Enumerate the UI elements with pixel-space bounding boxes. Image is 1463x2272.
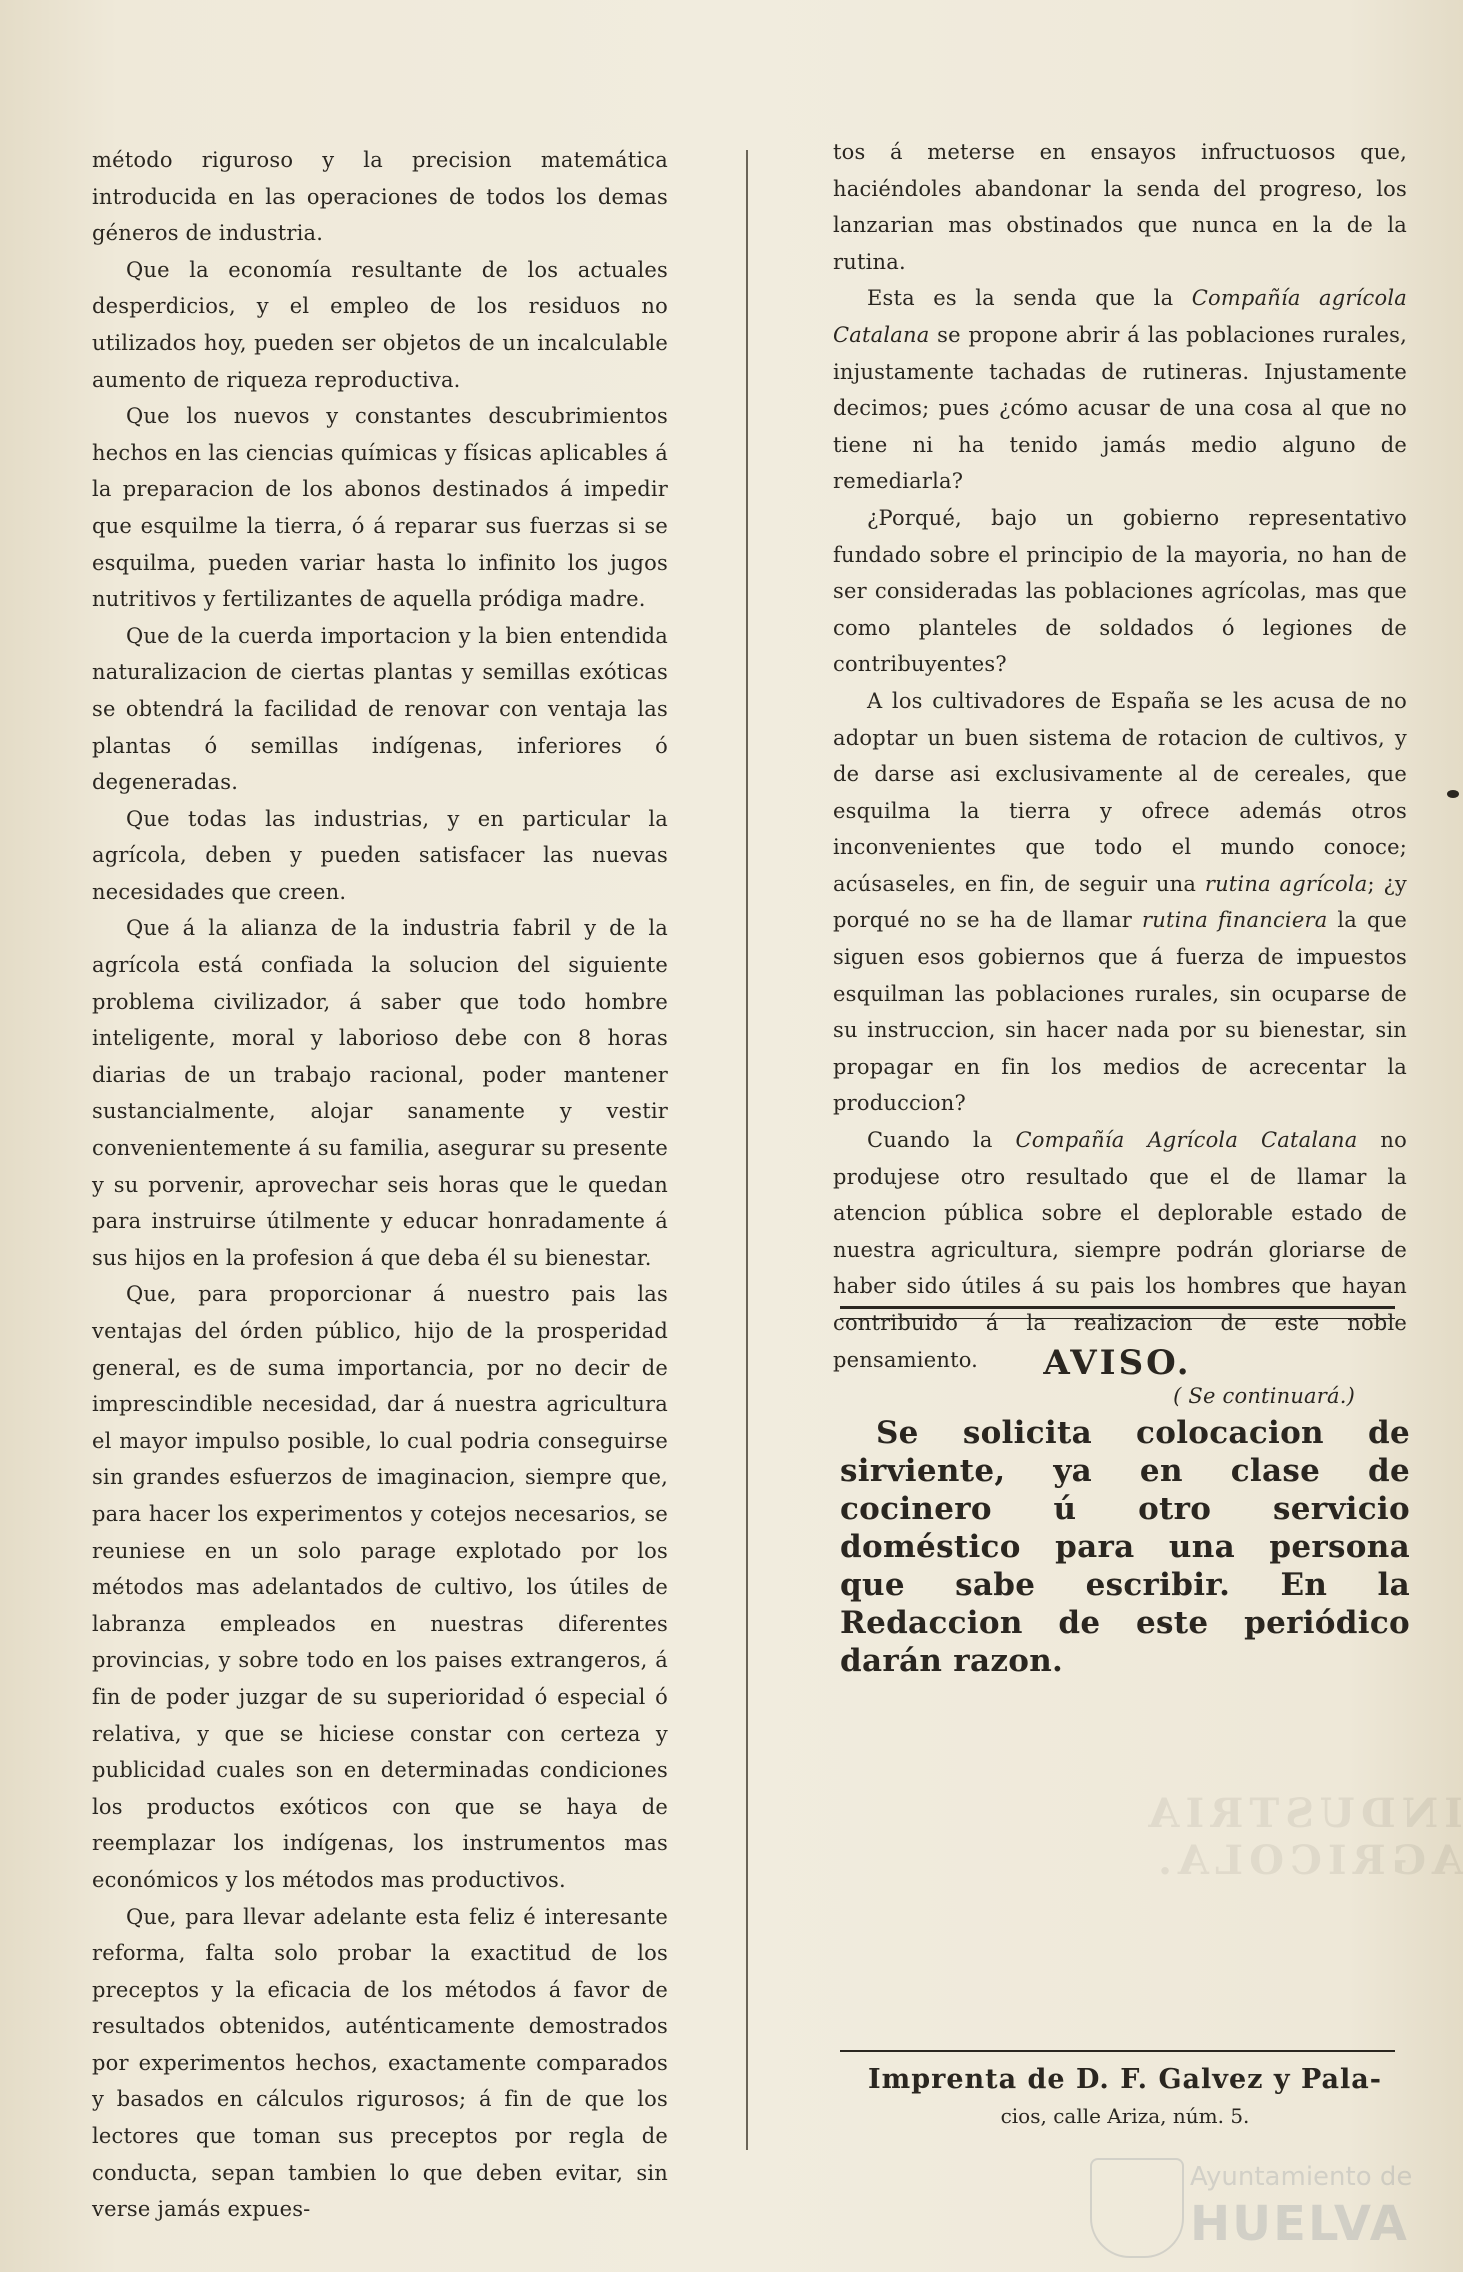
watermark-line2: HUELVA	[1190, 2196, 1409, 2252]
company-name: Compañía Agrícola Catalana	[1015, 1128, 1358, 1153]
coat-of-arms-icon	[1090, 2158, 1184, 2258]
left-paragraph: Que á la alianza de la industria fabril y de la agrícola está confiada la solucion del siguiente problema civilizador, á saber que todo hombre inteligente, moral y laborioso debe con 8 horas diarias de un trabajo racional, poder mantener sustancialmente, alojar sanamente y vestir convenientemente á su familia, asegurar su presente y su porvenir, aprovechar seis horas que le quedan para instruirse útilmente y educar honradamente á sus hijos en la profesion á que deba él su bienestar.	[92, 916, 668, 1270]
watermark-line1: Ayuntamiento de	[1190, 2162, 1413, 2192]
company-name: Compañía agrícola Catalana	[833, 286, 1407, 347]
left-paragraph: Que, para proporcionar á nuestro pais las ventajas del órden público, hijo de la prosperidad general, es de suma importancia, por no decir de imprescindible necesidad, dar á nuestra agricultura el mayor impulso posible, lo cual podria conseguirse sin grandes esfuerzos de imaginacion, siempre que, para hacer los experimentos y cotejos necesarios, se reuniese en un solo parage explotado por los métodos mas adelantados de cultivo, los útiles de labranza empleados en nuestras diferentes provincias, y sobre todo en los paises extrangeros, á fin de poder juzgar de su superioridad ó especial ó relativa, y que se hiciese constar con certeza y publicidad cuales son en determinadas condiciones los productos exóticos con que se haya de reemplazar los indígenas, los instrumentos mas económicos y los métodos mas productivos.	[92, 1282, 668, 1892]
text-run: A los cultivadores de España se les acusa de no adoptar un buen sistema de rotacion de cultivos, y de darse asi exclusivamente al de cereales, que esquilma la tierra y ofrece además otros inconvenientes que todo el mundo conoce; acúsaseles, en fin, de seguir una	[833, 688, 1407, 896]
ink-mark	[1447, 790, 1459, 798]
notice-title: AVISO.	[1043, 1343, 1192, 1383]
text-run: ; ¿y porqué no se ha de llamar	[833, 871, 1407, 933]
notice-body: Se solicita colocacion de sirviente, ya en clase de cocinero ú otro servicio doméstico para una persona que sabe escribir. En la Redaccion de este periódico darán razon.	[840, 1415, 1410, 1679]
printer-imprint	[840, 2062, 1410, 2134]
left-paragraph: Que todas las industrias, y en particular la agrícola, deben y pueden satisfacer las nuevas necesidades que creen.	[92, 806, 668, 904]
imprint-rule	[840, 2050, 1395, 2052]
continued-note: ( Se continuará.)	[1173, 1384, 1355, 1409]
left-paragraph: Que, para llevar adelante esta feliz é interesante reforma, falta solo probar la exactitud de los preceptos y la eficacia de los métodos á favor de resultados obtenidos, auténticamente demostrados por experimentos hechos, exactamente comparados y basados en cálculos rigurosos; á fin de que los lectores que toman sus preceptos por regla de conducta, sepan tambien lo que deben evitar, sin verse jamás expues-	[92, 1904, 668, 2222]
left-paragraph: Que de la cuerda importacion y la bien entendida naturalizacion de ciertas plantas y semillas exóticas se obtendrá la facilidad de renovar con ventaja las plantas ó semillas indígenas, inferiores ó degeneradas.	[92, 623, 668, 795]
right-paragraph	[833, 1122, 1407, 1378]
text-run: la que siguen esos gobiernos que á fuerza de impuestos esquilman las poblaciones rurales, sin ocuparse de su instruccion, sin hacer nada por su bienestar, sin propagar en fin los medios de acrecentar la produccion?	[833, 908, 1407, 1116]
printer-name: Imprenta de D. F. Galvez y Pala-	[868, 2064, 1382, 2095]
italic-phrase: rutina financiera	[1141, 908, 1328, 933]
printer-address: cios, calle Ariza, núm. 5.	[1000, 2104, 1250, 2128]
left-paragraph: Que la economía resultante de los actuales desperdicios, y el empleo de los residuos no utilizados hoy, pueden ser objetos de un incalculable aumento de riqueza reproductiva.	[92, 257, 668, 392]
text-run: Esta es la senda que la	[867, 286, 1192, 311]
left-paragraph: método riguroso y la precision matemática introducida en las operaciones de todos los demas géneros de industria.	[92, 148, 668, 246]
bleed-through-heading: INDUSTRIA AGRICOLA.	[1142, 1790, 1463, 1884]
left-paragraph: Que los nuevos y constantes descubrimientos hechos en las ciencias químicas y físicas aplicables á la preparacion de los abonos destinados á impedir que esquilme la tierra, ó á reparar sus fuerzas si se esquilma, pueden variar hasta lo infinito los jugos nutritivos y fertilizantes de aquella pródiga madre.	[92, 404, 668, 612]
right-paragraph	[833, 280, 1407, 500]
right-paragraph: tos á meterse en ensayos infructuosos que, haciéndoles abandonar la senda del progreso, los lanzarian mas obstinados que nunca en la de la rutina.	[833, 140, 1407, 274]
text-run: no produjese otro resultado que el de llamar la atencion pública sobre el deplorable estado de nuestra agricultura, siempre podrán gloriarse de haber sido útiles á su pais los hombres que hayan contribuido á la realizacion de este noble pensamiento.	[833, 1128, 1407, 1372]
archive-watermark	[1090, 2158, 1420, 2254]
text-run: se propone abrir á las poblaciones rurales, injustamente tachadas de rutineras. Injustamente decimos; pues ¿cómo acusar de una cosa al que no tiene ni ha tenido jamás medio alguno de remediarla?	[833, 322, 1407, 494]
left-column	[92, 142, 668, 2228]
right-paragraph: ¿Porqué, bajo un gobierno representativo fundado sobre el principio de la mayoria, no han de ser consideradas las poblaciones agrícolas, mas que como planteles de soldados ó legiones de contribuyentes?	[833, 505, 1407, 677]
section-double-rule	[840, 1306, 1395, 1319]
text-run: Cuando la	[867, 1128, 1016, 1153]
right-column	[833, 134, 1407, 1415]
right-paragraph	[833, 683, 1407, 1122]
italic-phrase: rutina agrícola	[1204, 871, 1368, 896]
column-divider	[746, 150, 748, 2150]
